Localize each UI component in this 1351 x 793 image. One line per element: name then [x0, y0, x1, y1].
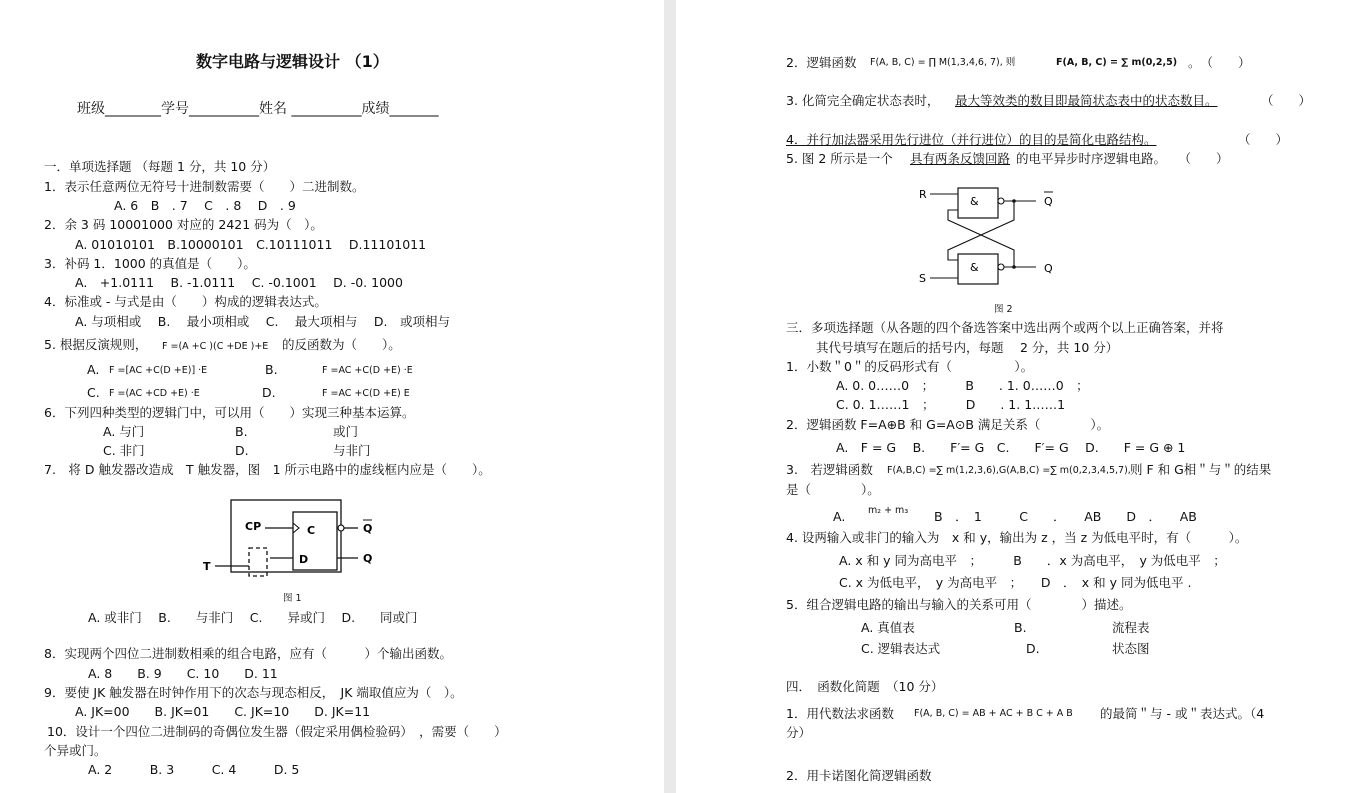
question-5-option-a-label: A. [87, 362, 100, 377]
question-6: 6．下列四种类型的逻辑门中，可以用（ ）实现三种基本运算。 [44, 405, 415, 420]
question-6-option-d-label: D. [235, 443, 249, 458]
mc-3-option-a-label: A. [833, 509, 846, 524]
section3-heading: 三．多项选择题（从各题的四个备选答案中选出两个或两个以上正确答案，并将 [786, 320, 1224, 335]
mc-3-prefix: 3. 若逻辑函数 [786, 462, 873, 477]
question-1-options: A. 6 B . 7 C . 8 D . 9 [114, 198, 296, 213]
question-5-option-b: F =AC +C(D +E) ·E [322, 365, 413, 376]
mc-1-options-cd: C. 0. 1……1 ； D . 1. 1……1 [836, 397, 1066, 412]
simplify-2: 2．用卡诺图化简逻辑函数 [786, 768, 932, 783]
question-4: 4．标准或 - 与式是由（ ）构成的逻辑表达式。 [44, 294, 327, 309]
simplify-1-formula: F(A, B, C) = AB + AC + B C + A B [914, 708, 1073, 719]
simplify-1-tail: 的最简＂与 - 或＂表达式。（4 [1100, 706, 1265, 721]
tf-2-formula-2: F(A, B, C) = ∑ m(0,2,5) [1056, 57, 1178, 68]
fig1-label-t: T [203, 560, 211, 573]
question-9-options: A. JK=00 B. JK=01 C. JK=10 D. JK=11 [75, 704, 371, 719]
mc-4-options-ab: A. x 和 y 同为高电平 ； B ．x 为高电平， y 为低电平 ； [839, 553, 1226, 568]
fig1-label-q: Q [363, 552, 373, 565]
fig1-label-d: D [299, 553, 309, 566]
mc-5-option-d: 状态图 [1112, 641, 1150, 656]
tf-2-formula-1: F(A, B, C) = ∏ M(1,3,4,6, 7), 则 [870, 57, 1016, 68]
simplify-1-cont: 分） [786, 725, 812, 740]
section4-heading: 四． 函数化简题 （10 分） [786, 679, 944, 694]
fig2-gate-top-symbol: & [970, 195, 979, 208]
tf-4-tail: （ ） [1238, 132, 1289, 147]
question-3-options: A. +1.0111 B. -1.0111 C. -0.1001 D. -0. 1000 [75, 275, 403, 290]
fig2-label-r: R [919, 188, 927, 201]
mc-5-option-c: C. 逻辑表达式 [861, 641, 941, 656]
question-8: 8．实现两个四位二进制数相乘的组合电路，应有（ ）个输出函数。 [44, 646, 452, 661]
fig1-label-cp: CP [245, 520, 262, 533]
question-6-option-c: C. 非门 [103, 443, 145, 458]
question-7: 7. 将 D 触发器改造成 T 触发器，图 1 所示电路中的虚线框内应是（ ）。 [44, 462, 491, 477]
fig2-label-s: S [919, 272, 926, 285]
figure-1-circuit [195, 492, 395, 602]
mc-4: 4. 设两输入或非门的输入为 x 和 y，输出为 z ，当 z 为低电平时，有（ ）。 [786, 530, 1248, 545]
fig1-label-qbar: Q [363, 522, 373, 535]
tf-3-prefix: 3. 化简完全确定状态表时， [786, 93, 940, 108]
mc-3-formula: F(A,B,C) =∑ m(1,2,3,6),G(A,B,C) =∑ m(0,2,3,4,5,7), [887, 465, 1131, 476]
mc-5-option-b: 流程表 [1112, 620, 1150, 635]
question-5-formula: F =(A +C )(C +DE )+E [162, 341, 269, 352]
question-10-options: A. 2 B. 3 C. 4 D. 5 [88, 762, 300, 777]
question-8-options: A. 8 B. 9 C. 10 D. 11 [88, 666, 278, 681]
question-5-option-c-label: C. [87, 385, 100, 400]
question-4-options: A. 与项相或 B. 最小项相或 C. 最大项相与 D. 或项相与 [75, 314, 450, 329]
mc-5-option-b-label: B. [1014, 620, 1027, 635]
question-5-option-d-label: D. [262, 385, 276, 400]
figure-1-caption: 图 1 [283, 593, 302, 604]
mc-3-option-a: m₂ + m₃ [868, 505, 909, 516]
tf-5-underlined: 具有两条反馈回路 [910, 151, 1011, 166]
question-5-option-c: F =(AC +CD +E) ·E [109, 388, 200, 399]
question-3: 3．补码 1．1000 的真值是（ ）。 [44, 256, 256, 271]
page-left [0, 0, 664, 793]
doc-title: 数字电路与逻辑设计 （1） [196, 52, 389, 71]
question-6-option-b: 或门 [333, 424, 359, 439]
mc-1: 1．小数＂0＂的反码形式有（ ）。 [786, 359, 1034, 374]
question-5-tail: 的反函数为（ ）。 [282, 337, 401, 352]
mc-3-cont: 是（ ）。 [786, 482, 880, 497]
section1-heading: 一．单项选择题 （每题 1 分，共 10 分） [44, 159, 276, 174]
tf-5-prefix: 5. 图 2 所示是一个 [786, 151, 893, 166]
section3-heading-cont: 其代号填写在题后的括号内，每题 2 分，共 10 分） [816, 340, 1119, 355]
mc-1-options-ab: A. 0. 0……0 ； B . 1. 0……0 ； [836, 378, 1089, 393]
tf-5-tail: 的电平异步时序逻辑电路。 （ ） [1016, 151, 1229, 166]
fig2-gate-bottom-symbol: & [970, 261, 979, 274]
tf-3-underlined: 最大等效类的数目即最简状态表中的状态数目。 [955, 93, 1218, 108]
fig2-label-q: Q [1044, 262, 1053, 275]
question-2-options: A. 01010101 B.10000101 C.10111011 D.11101011 [75, 237, 427, 252]
mc-5-option-a: A. 真值表 [861, 620, 915, 635]
page-right [676, 0, 1351, 793]
simplify-1-prefix: 1．用代数法求函数 [786, 706, 894, 721]
question-2: 2．余 3 码 10001000 对应的 2421 码为（ ）。 [44, 217, 323, 232]
mc-5: 5．组合逻辑电路的输出与输入的关系可用（ ）描述。 [786, 597, 1132, 612]
question-10-cont: 个异或门。 [44, 743, 107, 758]
tf-3-tail: （ ） [1261, 93, 1312, 108]
question-10: 10．设计一个四位二进制码的奇偶位发生器（假定采用偶检验码） ，需要（ ） [47, 724, 507, 739]
mc-4-options-cd: C. x 为低电平， y 为高电平 ； D ． x 和 y 同为低电平 . [839, 575, 1192, 590]
mc-3-tail: 则 F 和 G相＂与＂的结果 [1130, 462, 1272, 477]
mc-2: 2．逻辑函数 F=A⊕B 和 G=A⊙B 满足关系（ ）。 [786, 417, 1110, 432]
question-9: 9．要使 JK 触发器在时钟作用下的次态与现态相反， JK 端取值应为（ ）。 [44, 685, 463, 700]
question-6-option-b-label: B. [235, 424, 248, 439]
fig2-label-qbar: Q [1044, 195, 1053, 208]
tf-4: 4．并行加法器采用先行进位（并行进位）的目的是简化电路结构。 [786, 132, 1157, 147]
mc-5-option-d-label: D. [1026, 641, 1040, 656]
tf-2-tail: 。 （ ） [1188, 55, 1251, 70]
question-6-option-a: A. 与门 [103, 424, 145, 439]
question-7-options: A. 或非门 B. 与非门 C. 异或门 D. 同或门 [88, 610, 418, 625]
question-5-option-a: F =[AC +C(D +E)] ·E [109, 365, 208, 376]
mc-3-options-rest: B ． 1 C ． AB D ． AB [934, 509, 1197, 524]
question-6-option-d: 与非门 [333, 443, 371, 458]
fig1-label-c: C [307, 524, 316, 537]
tf-2-prefix: 2．逻辑函数 [786, 55, 857, 70]
figure-2-caption: 图 2 [994, 304, 1013, 315]
student-info-line: 班级________学号__________姓名 __________成绩_______ [77, 101, 439, 117]
question-1: 1．表示任意两位无符号十进制数需要（ ）二进制数。 [44, 179, 365, 194]
mc-2-options: A. F = G B. F′= G C. F′= G D. F = G ⊕ 1 [836, 440, 1186, 455]
question-5-option-d: F =AC +C(D +E) E [322, 388, 410, 399]
question-5: 5. 根据反演规则， [44, 337, 148, 352]
figure-2-circuit [918, 180, 1068, 292]
question-5-option-b-label: B. [265, 362, 278, 377]
